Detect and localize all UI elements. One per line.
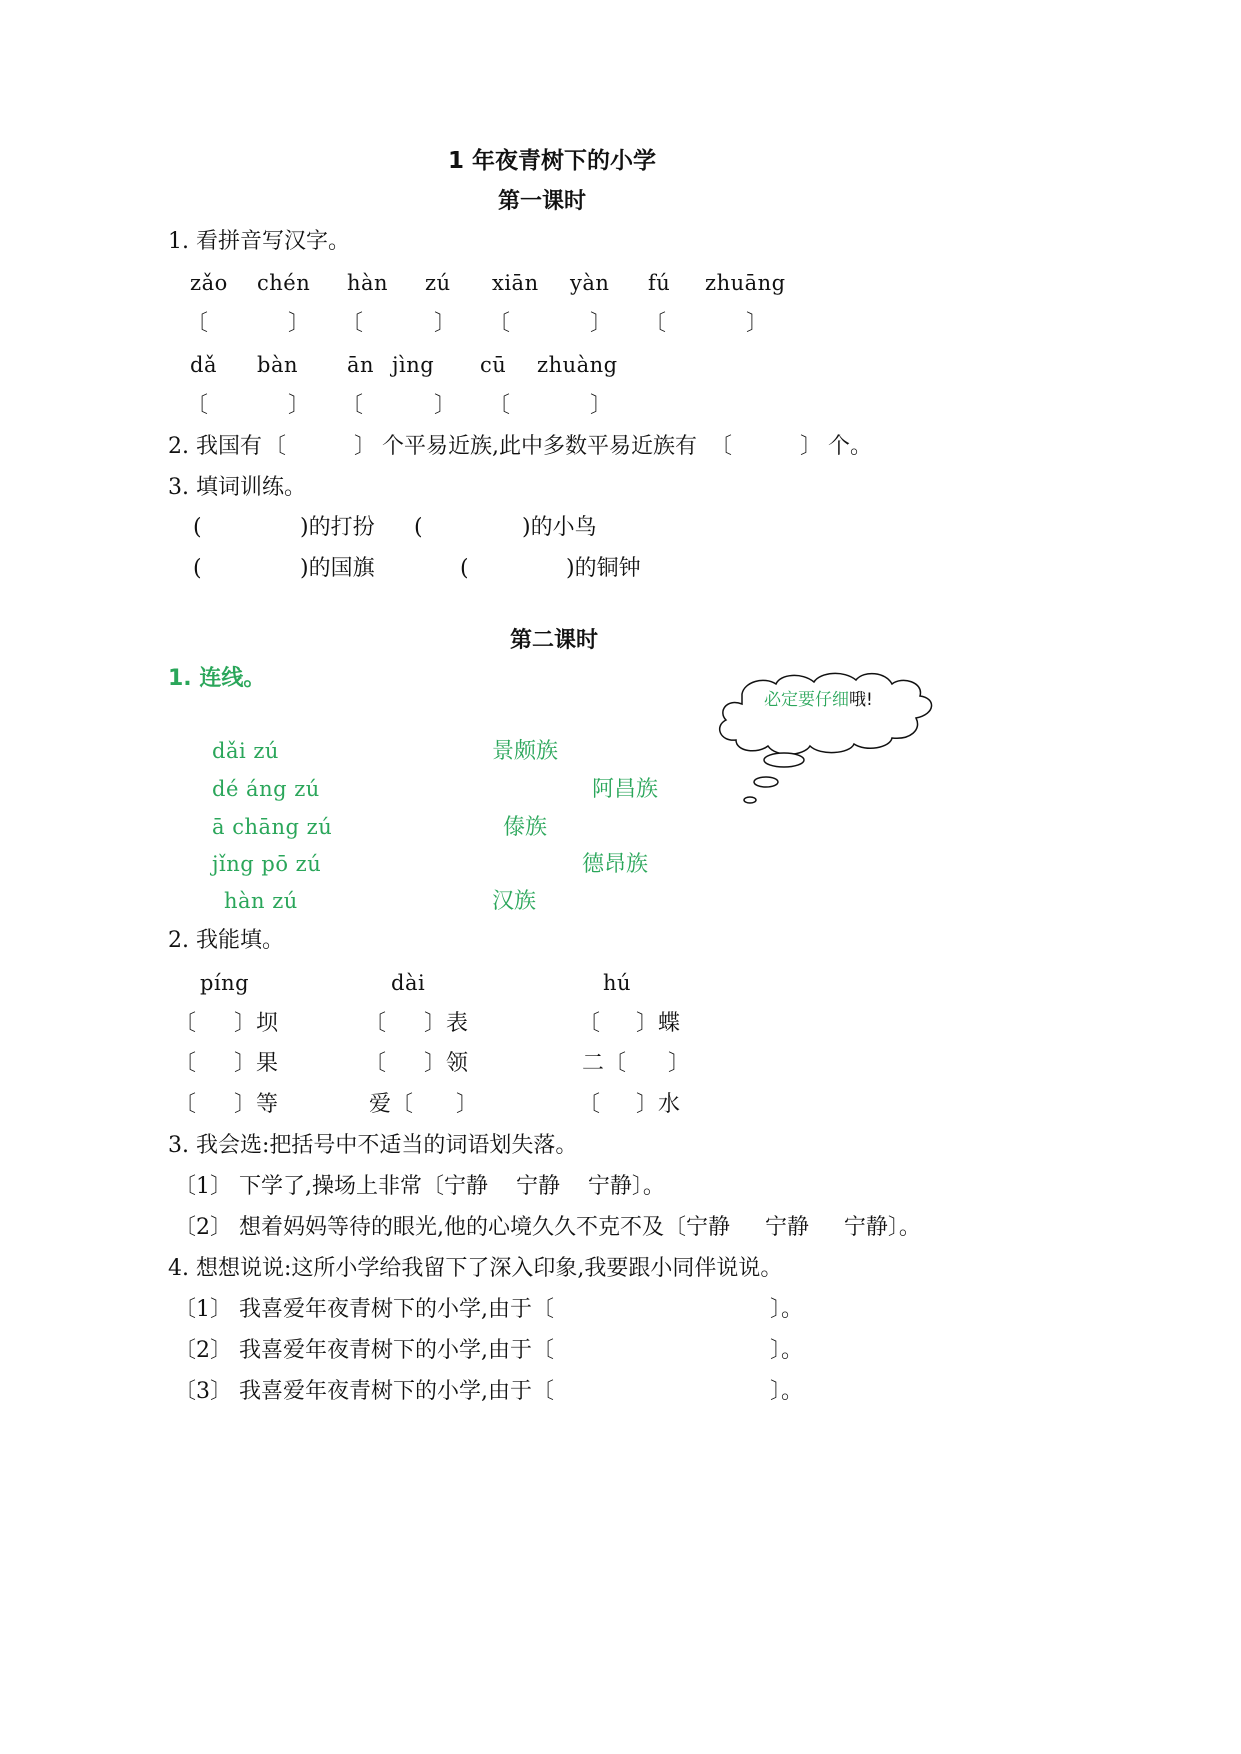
answer-blank-open: 〔 (710, 434, 733, 459)
answer-blank-open: 〔 (264, 434, 287, 459)
pinyin: chén (257, 271, 311, 295)
l2-q3-title: 3. 我会选:把括号中不适当的词语划失落。 (168, 1133, 578, 1158)
answer-blank-open: 〔 (174, 1011, 197, 1036)
match-hanzi: 德昂族 (582, 852, 649, 877)
pinyin: zhuāng (705, 271, 786, 295)
pinyin: dài (391, 971, 426, 995)
answer-blank-close: 〕 (590, 311, 613, 336)
pinyin: hàn (347, 271, 389, 295)
pinyin: zǎo (190, 271, 228, 295)
answer-blank-open: 〔 (488, 393, 511, 418)
answer-blank-close: 〕 (288, 393, 311, 418)
l2-q3-sentence: 〔2〕 想着妈妈等待的眼光,他的心境久久不克不及〔宁静 宁静 宁静〕。 (174, 1215, 921, 1240)
fill-char: 〕等 (234, 1092, 279, 1117)
fill-item: )的小鸟 (522, 515, 597, 540)
answer-blank-close: 〕 (456, 1092, 479, 1117)
answer-blank-open: 〔 (364, 1051, 387, 1076)
l2-q3-sentence: 〔1〕 下学了,操场上非常〔宁静 宁静 宁静〕。 (174, 1174, 665, 1199)
bubble-text: 必定要仔细哦! (764, 690, 873, 710)
lesson2-heading: 第二课时 (510, 628, 599, 653)
paren-open: ( (414, 515, 423, 540)
l1-q2-end: 个。 (828, 434, 873, 459)
fill-item: )的铜钟 (566, 556, 641, 581)
answer-blank-open: 〔 (174, 1092, 197, 1117)
fill-item: )的打扮 (300, 515, 375, 540)
answer-blank-open: 〔 (488, 311, 511, 336)
fill-char: 〕领 (424, 1051, 469, 1076)
l2-q2-title: 2. 我能填。 (168, 928, 284, 953)
page-title: 1 年夜青树下的小学 (448, 148, 657, 174)
answer-blank-open: 〔 (186, 311, 209, 336)
l2-q4-end: 〕。 (770, 1379, 804, 1404)
l1-q2-mid: 个平易近族,此中多数平易近族有 (382, 434, 697, 459)
pinyin: píng (200, 971, 250, 995)
answer-blank-open: 〔 (578, 1092, 601, 1117)
match-pinyin: hàn zú (224, 889, 298, 913)
l1-q2-start: 2. 我国有 (168, 434, 262, 459)
answer-blank-open: 〔 (341, 311, 364, 336)
fill-char: 〕蝶 (636, 1011, 681, 1036)
l2-q1-title: 1. 连线。 (168, 666, 266, 691)
l1-q3-title: 3. 填词训练。 (168, 475, 306, 500)
answer-blank-close: 〕 (354, 434, 377, 459)
fill-item: )的国旗 (300, 556, 375, 581)
answer-blank-close: 〕 (434, 393, 457, 418)
fill-char: 〕坝 (234, 1011, 279, 1036)
pinyin: bàn (257, 353, 298, 377)
pinyin: jìng (392, 353, 435, 377)
l2-q4-line: 〔2〕 我喜爱年夜青树下的小学,由于〔 (174, 1338, 554, 1363)
pinyin: hú (603, 971, 632, 995)
answer-blank-open: 〔 (578, 1011, 601, 1036)
answer-blank-open: 〔 (644, 311, 667, 336)
pinyin: xiān (492, 271, 539, 295)
pinyin: ān (347, 353, 375, 377)
answer-blank-close: 〕 (800, 434, 823, 459)
paren-open: ( (460, 556, 469, 581)
match-hanzi: 阿昌族 (592, 777, 659, 802)
pinyin: zú (425, 271, 451, 295)
answer-blank-close: 〕 (668, 1051, 691, 1076)
l2-q4-title: 4. 想想说说:这所小学给我留下了深入印象,我要跟小同伴说说。 (168, 1256, 783, 1281)
lesson1-heading: 第一课时 (498, 189, 587, 214)
answer-blank-open: 〔 (364, 1011, 387, 1036)
answer-blank-open: 〔 (174, 1051, 197, 1076)
answer-blank-close: 〕 (590, 393, 613, 418)
answer-blank-close: 〕 (288, 311, 311, 336)
match-hanzi: 傣族 (503, 815, 548, 840)
paren-open: ( (193, 515, 202, 540)
match-pinyin: dé áng zú (212, 777, 320, 801)
pinyin: cū (480, 353, 507, 377)
pinyin: zhuàng (537, 353, 618, 377)
pinyin: yàn (570, 271, 610, 295)
answer-blank-open: 〔 (341, 393, 364, 418)
paren-open: ( (193, 556, 202, 581)
answer-blank-open: 〔 (186, 393, 209, 418)
match-hanzi: 景颇族 (492, 739, 559, 764)
l2-q4-end: 〕。 (770, 1338, 804, 1363)
match-hanzi: 汉族 (492, 889, 537, 914)
answer-blank-close: 〕 (746, 311, 769, 336)
match-pinyin: ā chāng zú (212, 815, 333, 839)
fill-char: 〕果 (234, 1051, 279, 1076)
fill-char: 二〔 (582, 1051, 627, 1076)
fill-char: 〕表 (424, 1011, 469, 1036)
pinyin: fú (648, 271, 671, 295)
match-pinyin: jǐng pō zú (212, 852, 322, 876)
fill-char: 爱〔 (369, 1092, 414, 1117)
l1-q1-title: 1. 看拼音写汉字。 (168, 229, 350, 254)
match-pinyin: dǎi zú (212, 739, 279, 763)
l2-q4-end: 〕。 (770, 1297, 804, 1322)
l2-q4-line: 〔1〕 我喜爱年夜青树下的小学,由于〔 (174, 1297, 554, 1322)
l2-q4-line: 〔3〕 我喜爱年夜青树下的小学,由于〔 (174, 1379, 554, 1404)
fill-char: 〕水 (636, 1092, 681, 1117)
pinyin: dǎ (190, 353, 217, 377)
answer-blank-close: 〕 (434, 311, 457, 336)
